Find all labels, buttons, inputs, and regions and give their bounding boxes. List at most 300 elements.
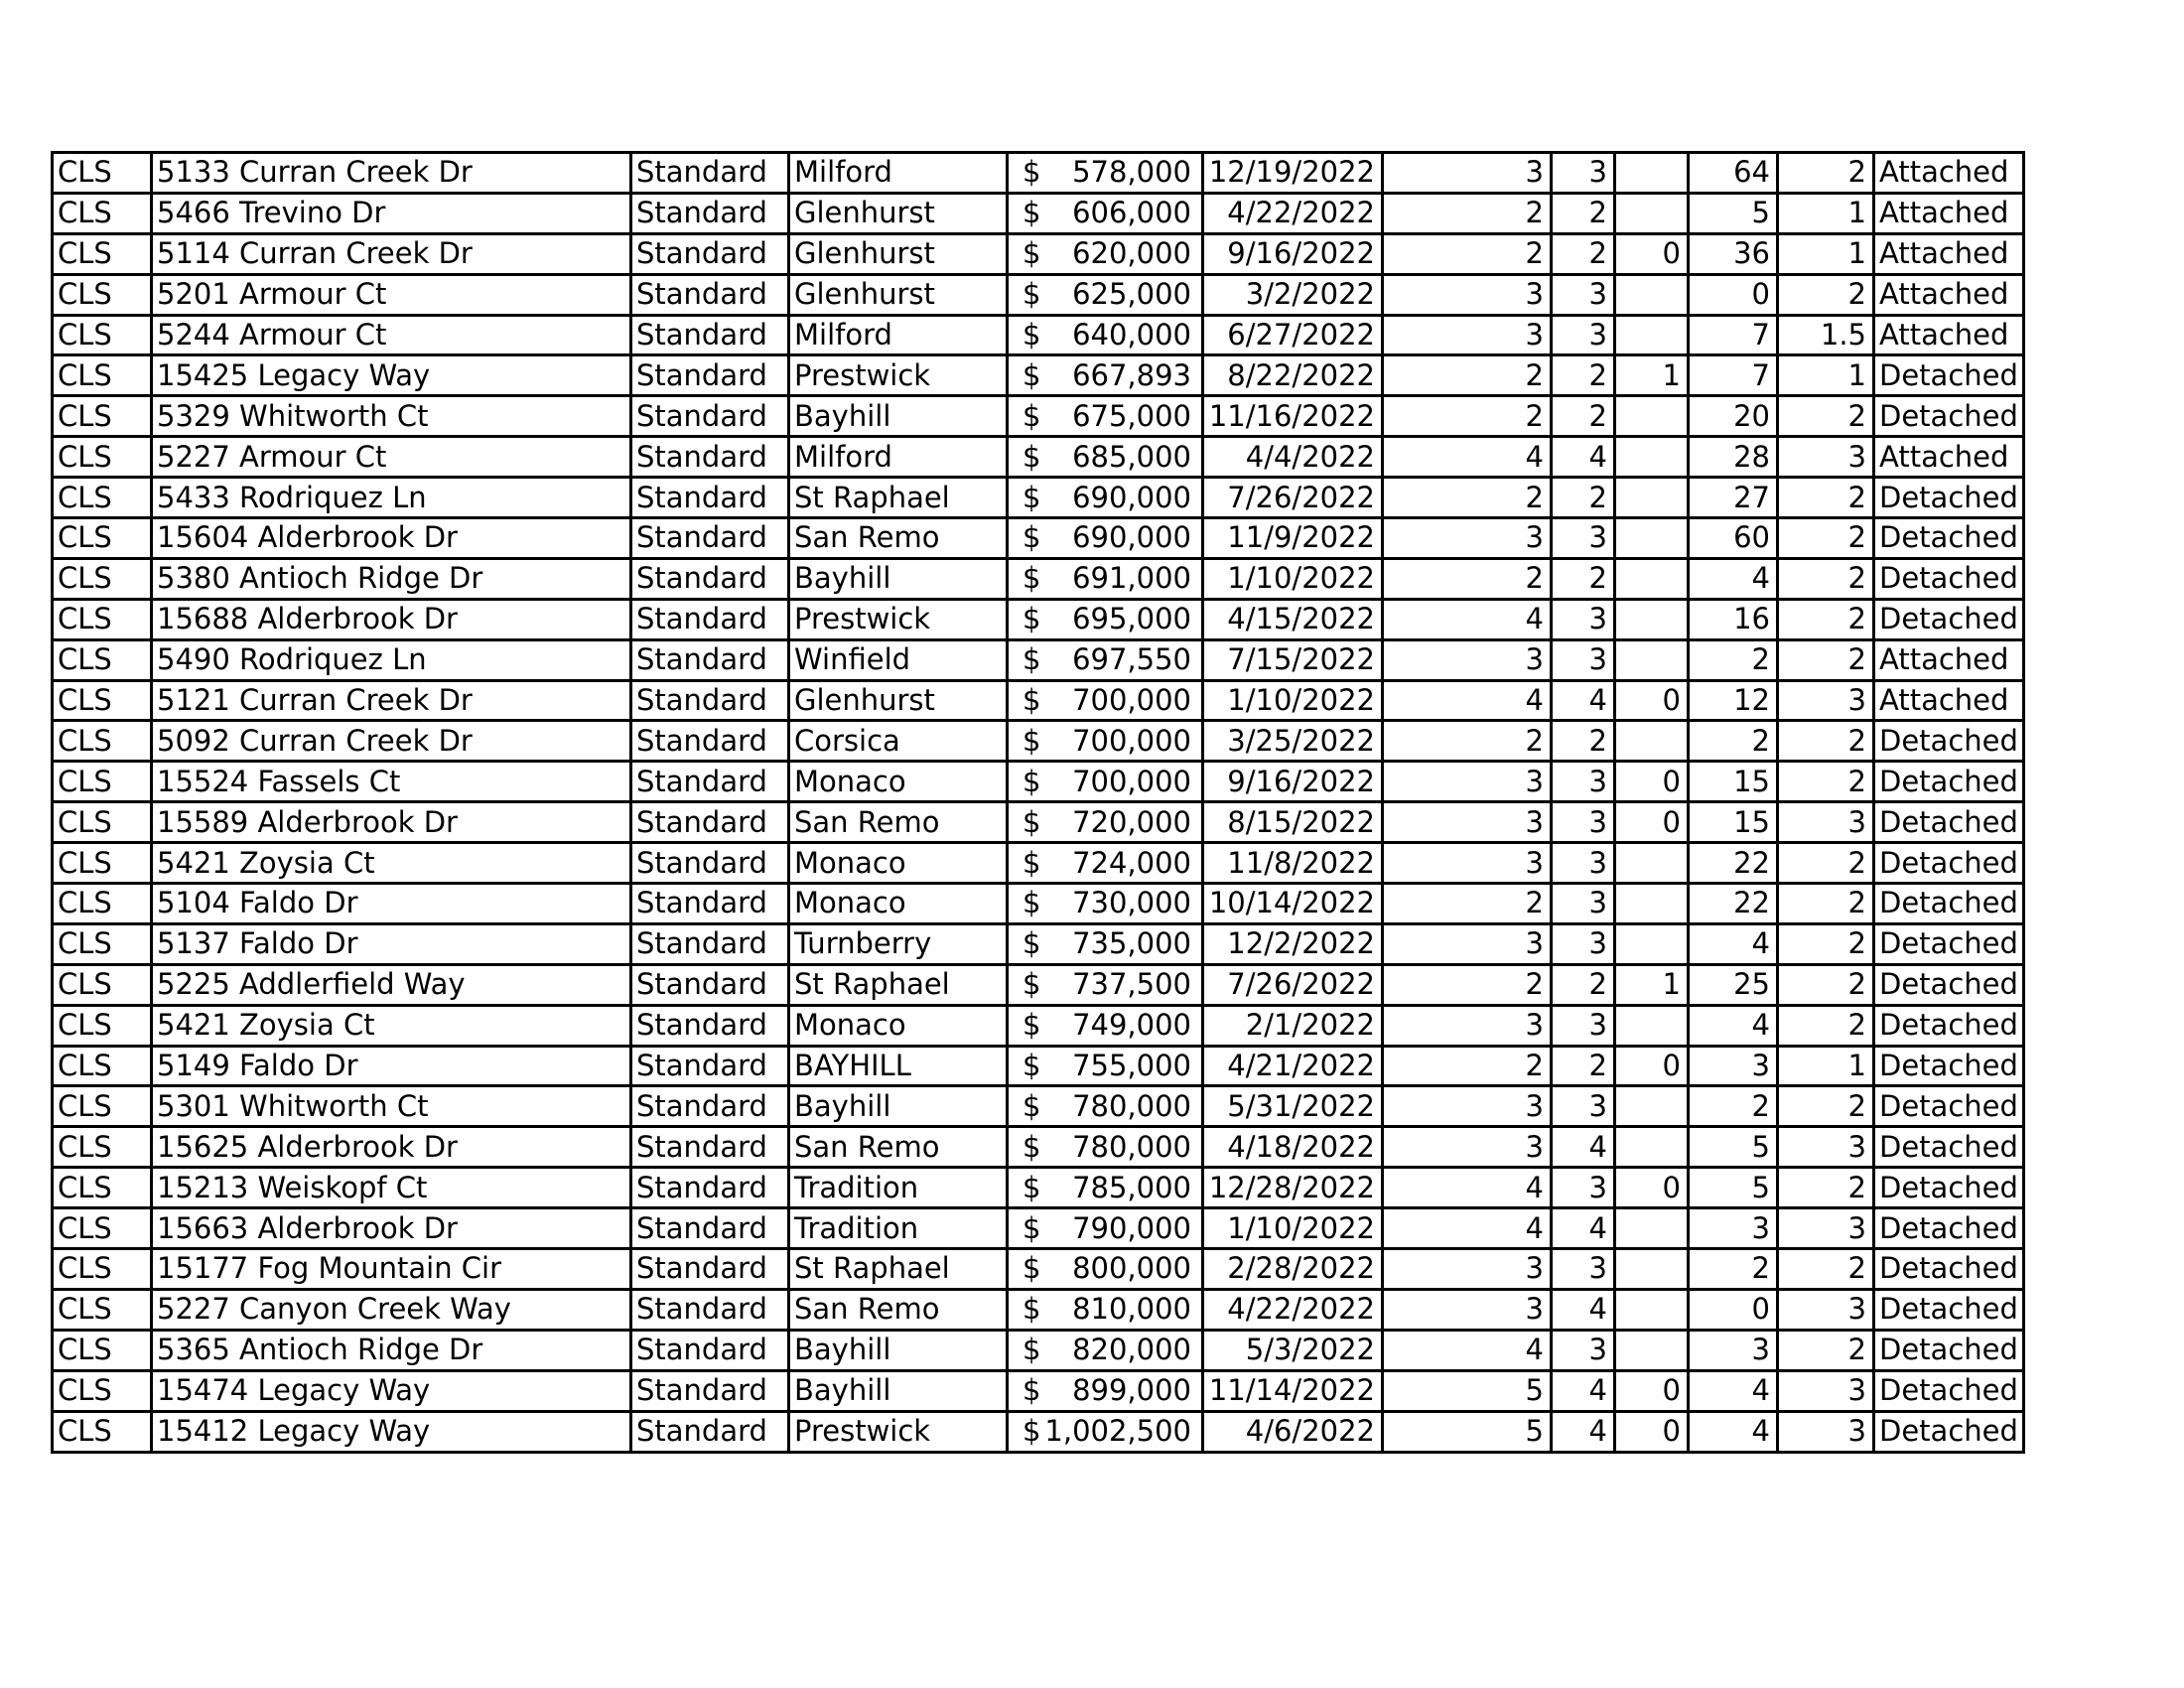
price-value: 730,000 — [1072, 886, 1191, 920]
days-on-market-cell: 20 — [1689, 396, 1778, 437]
currency-symbol: $ — [1023, 1251, 1041, 1286]
days-on-market-cell: 0 — [1689, 274, 1778, 315]
days-on-market-cell: 3 — [1689, 1208, 1778, 1249]
price-cell — [1008, 1289, 1203, 1330]
sale-date-cell: 11/9/2022 — [1203, 518, 1383, 559]
model-cell: Prestwick — [789, 1411, 1008, 1452]
bedrooms-cell: 2 — [1383, 884, 1552, 924]
address-cell: 5149 Faldo Dr — [152, 1046, 631, 1086]
sale-date-cell: 8/22/2022 — [1203, 355, 1383, 396]
sale-date-cell: 12/28/2022 — [1203, 1168, 1383, 1208]
sale-date-cell: 4/18/2022 — [1203, 1127, 1383, 1168]
table-row — [53, 1168, 2024, 1208]
table-row — [53, 964, 2024, 1005]
sale-type-cell: Standard — [631, 1411, 789, 1452]
status-cell: CLS — [53, 762, 152, 802]
half-baths-cell — [1615, 1330, 1689, 1370]
model-cell: Milford — [789, 315, 1008, 355]
price-cell — [1008, 518, 1203, 559]
model-cell: Glenhurst — [789, 680, 1008, 721]
half-baths-cell — [1615, 884, 1689, 924]
model-cell: San Remo — [789, 1289, 1008, 1330]
sale-date-cell: 1/10/2022 — [1203, 1208, 1383, 1249]
bathrooms-cell: 3 — [1552, 1005, 1615, 1046]
days-on-market-cell: 28 — [1689, 437, 1778, 478]
garage-cell: 2 — [1778, 964, 1874, 1005]
table-row — [53, 721, 2024, 762]
model-cell: Glenhurst — [789, 274, 1008, 315]
table-row — [53, 1370, 2024, 1411]
bathrooms-cell: 3 — [1552, 599, 1615, 639]
table-row — [53, 518, 2024, 559]
garage-cell: 2 — [1778, 1249, 1874, 1290]
status-cell: CLS — [53, 639, 152, 680]
home-type-cell: Detached — [1874, 396, 2024, 437]
price-value: 675,000 — [1072, 398, 1191, 433]
currency-symbol: $ — [1023, 398, 1041, 433]
table-row — [53, 639, 2024, 680]
bathrooms-cell: 2 — [1552, 1046, 1615, 1086]
garage-cell: 2 — [1778, 274, 1874, 315]
half-baths-cell — [1615, 478, 1689, 518]
bedrooms-cell: 4 — [1383, 437, 1552, 478]
sale-date-cell: 4/15/2022 — [1203, 599, 1383, 639]
home-type-cell: Detached — [1874, 1289, 2024, 1330]
price-cell — [1008, 193, 1203, 233]
currency-symbol: $ — [1023, 642, 1041, 677]
home-type-cell: Detached — [1874, 923, 2024, 964]
table-row — [53, 1249, 2024, 1290]
price-cell — [1008, 437, 1203, 478]
table-row — [53, 396, 2024, 437]
days-on-market-cell: 5 — [1689, 193, 1778, 233]
bedrooms-cell: 2 — [1383, 478, 1552, 518]
half-baths-cell — [1615, 1086, 1689, 1127]
sale-date-cell: 11/8/2022 — [1203, 843, 1383, 884]
currency-symbol: $ — [1023, 480, 1041, 514]
table-row — [53, 274, 2024, 315]
home-type-cell: Attached — [1874, 193, 2024, 233]
price-value: 700,000 — [1072, 723, 1191, 758]
status-cell: CLS — [53, 233, 152, 274]
currency-symbol: $ — [1023, 1049, 1041, 1083]
sale-type-cell: Standard — [631, 1168, 789, 1208]
garage-cell: 2 — [1778, 153, 1874, 194]
half-baths-cell: 0 — [1615, 1370, 1689, 1411]
table-row — [53, 558, 2024, 599]
price-value: 1,002,500 — [1044, 1414, 1191, 1449]
table-row — [53, 478, 2024, 518]
table-row — [53, 599, 2024, 639]
bedrooms-cell: 3 — [1383, 1086, 1552, 1127]
home-type-cell: Attached — [1874, 153, 2024, 194]
sale-type-cell: Standard — [631, 355, 789, 396]
garage-cell: 1.5 — [1778, 315, 1874, 355]
sale-type-cell: Standard — [631, 964, 789, 1005]
table-row — [53, 923, 2024, 964]
model-cell: Monaco — [789, 1005, 1008, 1046]
days-on-market-cell: 4 — [1689, 1411, 1778, 1452]
price-value: 690,000 — [1072, 520, 1191, 555]
bedrooms-cell: 3 — [1383, 1289, 1552, 1330]
price-cell — [1008, 315, 1203, 355]
address-cell: 5227 Canyon Creek Way — [152, 1289, 631, 1330]
price-cell — [1008, 1208, 1203, 1249]
model-cell: Bayhill — [789, 1330, 1008, 1370]
days-on-market-cell: 7 — [1689, 355, 1778, 396]
days-on-market-cell: 15 — [1689, 762, 1778, 802]
garage-cell: 1 — [1778, 233, 1874, 274]
status-cell: CLS — [53, 1168, 152, 1208]
half-baths-cell: 0 — [1615, 762, 1689, 802]
sale-date-cell: 9/16/2022 — [1203, 762, 1383, 802]
bedrooms-cell: 3 — [1383, 843, 1552, 884]
address-cell: 15412 Legacy Way — [152, 1411, 631, 1452]
price-cell — [1008, 843, 1203, 884]
sale-date-cell: 2/28/2022 — [1203, 1249, 1383, 1290]
days-on-market-cell: 4 — [1689, 1370, 1778, 1411]
address-cell: 15589 Alderbrook Dr — [152, 802, 631, 843]
garage-cell: 3 — [1778, 1289, 1874, 1330]
price-cell — [1008, 721, 1203, 762]
sale-date-cell: 4/22/2022 — [1203, 193, 1383, 233]
sale-date-cell: 4/4/2022 — [1203, 437, 1383, 478]
sale-type-cell: Standard — [631, 274, 789, 315]
garage-cell: 2 — [1778, 923, 1874, 964]
bathrooms-cell: 4 — [1552, 1370, 1615, 1411]
table-row — [53, 1127, 2024, 1168]
days-on-market-cell: 4 — [1689, 558, 1778, 599]
currency-symbol: $ — [1023, 439, 1041, 474]
status-cell: CLS — [53, 193, 152, 233]
sale-type-cell: Standard — [631, 153, 789, 194]
currency-symbol: $ — [1023, 926, 1041, 961]
currency-symbol: $ — [1023, 723, 1041, 758]
address-cell: 5365 Antioch Ridge Dr — [152, 1330, 631, 1370]
status-cell: CLS — [53, 923, 152, 964]
bedrooms-cell: 3 — [1383, 274, 1552, 315]
bathrooms-cell: 3 — [1552, 639, 1615, 680]
half-baths-cell — [1615, 315, 1689, 355]
garage-cell: 1 — [1778, 355, 1874, 396]
table-row — [53, 762, 2024, 802]
home-type-cell: Detached — [1874, 478, 2024, 518]
price-cell — [1008, 1411, 1203, 1452]
table-row — [53, 1005, 2024, 1046]
bedrooms-cell: 3 — [1383, 1249, 1552, 1290]
days-on-market-cell: 2 — [1689, 1086, 1778, 1127]
price-value: 667,893 — [1072, 357, 1191, 392]
model-cell: Monaco — [789, 762, 1008, 802]
days-on-market-cell: 2 — [1689, 1249, 1778, 1290]
currency-symbol: $ — [1023, 520, 1041, 555]
currency-symbol: $ — [1023, 845, 1041, 880]
bathrooms-cell: 2 — [1552, 478, 1615, 518]
status-cell: CLS — [53, 355, 152, 396]
status-cell: CLS — [53, 1330, 152, 1370]
half-baths-cell: 0 — [1615, 1168, 1689, 1208]
price-cell — [1008, 639, 1203, 680]
model-cell: Monaco — [789, 843, 1008, 884]
garage-cell: 3 — [1778, 1370, 1874, 1411]
model-cell: Monaco — [789, 884, 1008, 924]
model-cell: Glenhurst — [789, 193, 1008, 233]
status-cell: CLS — [53, 802, 152, 843]
currency-symbol: $ — [1023, 886, 1041, 920]
home-type-cell: Detached — [1874, 1005, 2024, 1046]
days-on-market-cell: 2 — [1689, 639, 1778, 680]
days-on-market-cell: 5 — [1689, 1127, 1778, 1168]
currency-symbol: $ — [1023, 1333, 1041, 1367]
table-row — [53, 1330, 2024, 1370]
bathrooms-cell: 4 — [1552, 1127, 1615, 1168]
price-cell — [1008, 396, 1203, 437]
garage-cell: 2 — [1778, 639, 1874, 680]
status-cell: CLS — [53, 1289, 152, 1330]
home-type-cell: Detached — [1874, 1086, 2024, 1127]
address-cell: 5227 Armour Ct — [152, 437, 631, 478]
days-on-market-cell: 0 — [1689, 1289, 1778, 1330]
garage-cell: 2 — [1778, 518, 1874, 559]
bathrooms-cell: 4 — [1552, 1289, 1615, 1330]
garage-cell: 2 — [1778, 1330, 1874, 1370]
home-type-cell: Detached — [1874, 355, 2024, 396]
garage-cell: 3 — [1778, 1208, 1874, 1249]
currency-symbol: $ — [1023, 155, 1041, 190]
status-cell: CLS — [53, 1127, 152, 1168]
address-cell: 5301 Whitworth Ct — [152, 1086, 631, 1127]
table-row — [53, 437, 2024, 478]
address-cell: 5380 Antioch Ridge Dr — [152, 558, 631, 599]
home-type-cell: Detached — [1874, 964, 2024, 1005]
bathrooms-cell: 3 — [1552, 843, 1615, 884]
sale-date-cell: 1/10/2022 — [1203, 558, 1383, 599]
bedrooms-cell: 4 — [1383, 599, 1552, 639]
table-row — [53, 315, 2024, 355]
model-cell: Corsica — [789, 721, 1008, 762]
status-cell: CLS — [53, 558, 152, 599]
price-value: 625,000 — [1072, 277, 1191, 312]
bedrooms-cell: 4 — [1383, 680, 1552, 721]
status-cell: CLS — [53, 680, 152, 721]
bedrooms-cell: 3 — [1383, 639, 1552, 680]
table-row — [53, 1411, 2024, 1452]
bathrooms-cell: 3 — [1552, 1330, 1615, 1370]
model-cell: St Raphael — [789, 1249, 1008, 1290]
bathrooms-cell: 2 — [1552, 396, 1615, 437]
sale-date-cell: 12/19/2022 — [1203, 153, 1383, 194]
address-cell: 5121 Curran Creek Dr — [152, 680, 631, 721]
sale-type-cell: Standard — [631, 599, 789, 639]
garage-cell: 3 — [1778, 802, 1874, 843]
half-baths-cell — [1615, 1249, 1689, 1290]
home-type-cell: Detached — [1874, 1168, 2024, 1208]
price-cell — [1008, 1370, 1203, 1411]
bedrooms-cell: 3 — [1383, 762, 1552, 802]
currency-symbol: $ — [1023, 1170, 1041, 1204]
sale-type-cell: Standard — [631, 843, 789, 884]
days-on-market-cell: 16 — [1689, 599, 1778, 639]
price-cell — [1008, 478, 1203, 518]
currency-symbol: $ — [1023, 196, 1041, 230]
bedrooms-cell: 5 — [1383, 1411, 1552, 1452]
bathrooms-cell: 3 — [1552, 315, 1615, 355]
days-on-market-cell: 15 — [1689, 802, 1778, 843]
price-cell — [1008, 1127, 1203, 1168]
address-cell: 15177 Fog Mountain Cir — [152, 1249, 631, 1290]
model-cell: Winfield — [789, 639, 1008, 680]
price-value: 820,000 — [1072, 1333, 1191, 1367]
status-cell: CLS — [53, 964, 152, 1005]
days-on-market-cell: 3 — [1689, 1046, 1778, 1086]
model-cell: St Raphael — [789, 478, 1008, 518]
status-cell: CLS — [53, 1086, 152, 1127]
half-baths-cell: 0 — [1615, 233, 1689, 274]
status-cell: CLS — [53, 843, 152, 884]
sale-type-cell: Standard — [631, 1330, 789, 1370]
price-value: 755,000 — [1072, 1049, 1191, 1083]
bedrooms-cell: 4 — [1383, 1168, 1552, 1208]
address-cell: 5421 Zoysia Ct — [152, 1005, 631, 1046]
sales-table — [51, 151, 2025, 1454]
currency-symbol: $ — [1023, 277, 1041, 312]
garage-cell: 2 — [1778, 1086, 1874, 1127]
price-cell — [1008, 964, 1203, 1005]
sale-type-cell: Standard — [631, 193, 789, 233]
status-cell: CLS — [53, 315, 152, 355]
garage-cell: 1 — [1778, 1046, 1874, 1086]
sale-type-cell: Standard — [631, 315, 789, 355]
sale-type-cell: Standard — [631, 639, 789, 680]
bedrooms-cell: 4 — [1383, 1208, 1552, 1249]
garage-cell: 3 — [1778, 680, 1874, 721]
bedrooms-cell: 4 — [1383, 1330, 1552, 1370]
price-value: 685,000 — [1072, 439, 1191, 474]
model-cell: Bayhill — [789, 396, 1008, 437]
model-cell: San Remo — [789, 802, 1008, 843]
bedrooms-cell: 3 — [1383, 518, 1552, 559]
sale-type-cell: Standard — [631, 396, 789, 437]
bathrooms-cell: 4 — [1552, 680, 1615, 721]
price-value: 606,000 — [1072, 196, 1191, 230]
price-value: 620,000 — [1072, 236, 1191, 271]
bathrooms-cell: 3 — [1552, 762, 1615, 802]
price-value: 700,000 — [1072, 764, 1191, 798]
status-cell: CLS — [53, 1370, 152, 1411]
price-value: 735,000 — [1072, 926, 1191, 961]
bathrooms-cell: 4 — [1552, 437, 1615, 478]
bathrooms-cell: 3 — [1552, 1086, 1615, 1127]
price-cell — [1008, 558, 1203, 599]
garage-cell: 2 — [1778, 396, 1874, 437]
half-baths-cell: 0 — [1615, 802, 1689, 843]
sale-date-cell: 3/25/2022 — [1203, 721, 1383, 762]
address-cell: 15625 Alderbrook Dr — [152, 1127, 631, 1168]
currency-symbol: $ — [1023, 318, 1041, 352]
status-cell: CLS — [53, 599, 152, 639]
status-cell: CLS — [53, 518, 152, 559]
price-cell — [1008, 274, 1203, 315]
model-cell: Prestwick — [789, 599, 1008, 639]
home-type-cell: Attached — [1874, 437, 2024, 478]
half-baths-cell: 1 — [1615, 355, 1689, 396]
sale-type-cell: Standard — [631, 884, 789, 924]
address-cell: 5092 Curran Creek Dr — [152, 721, 631, 762]
garage-cell: 3 — [1778, 1411, 1874, 1452]
model-cell: BAYHILL — [789, 1046, 1008, 1086]
bedrooms-cell: 3 — [1383, 802, 1552, 843]
status-cell: CLS — [53, 274, 152, 315]
sale-date-cell: 4/21/2022 — [1203, 1046, 1383, 1086]
price-cell — [1008, 1086, 1203, 1127]
sale-date-cell: 7/26/2022 — [1203, 478, 1383, 518]
price-value: 780,000 — [1072, 1129, 1191, 1164]
price-value: 899,000 — [1072, 1373, 1191, 1408]
sale-date-cell: 3/2/2022 — [1203, 274, 1383, 315]
model-cell: Turnberry — [789, 923, 1008, 964]
currency-symbol: $ — [1023, 1292, 1041, 1327]
bathrooms-cell: 2 — [1552, 233, 1615, 274]
table-row — [53, 193, 2024, 233]
sale-type-cell: Standard — [631, 923, 789, 964]
sale-date-cell: 12/2/2022 — [1203, 923, 1383, 964]
table-row — [53, 355, 2024, 396]
bathrooms-cell: 3 — [1552, 1168, 1615, 1208]
currency-symbol: $ — [1023, 357, 1041, 392]
table-row — [53, 884, 2024, 924]
garage-cell: 2 — [1778, 843, 1874, 884]
bedrooms-cell: 3 — [1383, 923, 1552, 964]
address-cell: 5490 Rodriquez Ln — [152, 639, 631, 680]
table-body — [53, 153, 2024, 1453]
bathrooms-cell: 3 — [1552, 518, 1615, 559]
days-on-market-cell: 22 — [1689, 884, 1778, 924]
table-row — [53, 1289, 2024, 1330]
home-type-cell: Detached — [1874, 1330, 2024, 1370]
model-cell: Prestwick — [789, 355, 1008, 396]
price-cell — [1008, 599, 1203, 639]
price-cell — [1008, 1046, 1203, 1086]
bedrooms-cell: 3 — [1383, 153, 1552, 194]
price-cell — [1008, 680, 1203, 721]
sale-type-cell: Standard — [631, 1370, 789, 1411]
model-cell: Tradition — [789, 1208, 1008, 1249]
table-row — [53, 233, 2024, 274]
sale-type-cell: Standard — [631, 1086, 789, 1127]
price-cell — [1008, 355, 1203, 396]
currency-symbol: $ — [1023, 804, 1041, 839]
price-cell — [1008, 762, 1203, 802]
bedrooms-cell: 2 — [1383, 396, 1552, 437]
price-value: 720,000 — [1072, 804, 1191, 839]
home-type-cell: Detached — [1874, 762, 2024, 802]
bedrooms-cell: 2 — [1383, 233, 1552, 274]
days-on-market-cell: 64 — [1689, 153, 1778, 194]
sale-date-cell: 4/6/2022 — [1203, 1411, 1383, 1452]
price-value: 785,000 — [1072, 1170, 1191, 1204]
home-type-cell: Detached — [1874, 721, 2024, 762]
sale-type-cell: Standard — [631, 1127, 789, 1168]
price-value: 691,000 — [1072, 561, 1191, 596]
price-value: 697,550 — [1072, 642, 1191, 677]
half-baths-cell — [1615, 721, 1689, 762]
address-cell: 15663 Alderbrook Dr — [152, 1208, 631, 1249]
home-type-cell: Detached — [1874, 802, 2024, 843]
half-baths-cell — [1615, 1005, 1689, 1046]
garage-cell: 2 — [1778, 558, 1874, 599]
address-cell: 5201 Armour Ct — [152, 274, 631, 315]
model-cell: Bayhill — [789, 1086, 1008, 1127]
